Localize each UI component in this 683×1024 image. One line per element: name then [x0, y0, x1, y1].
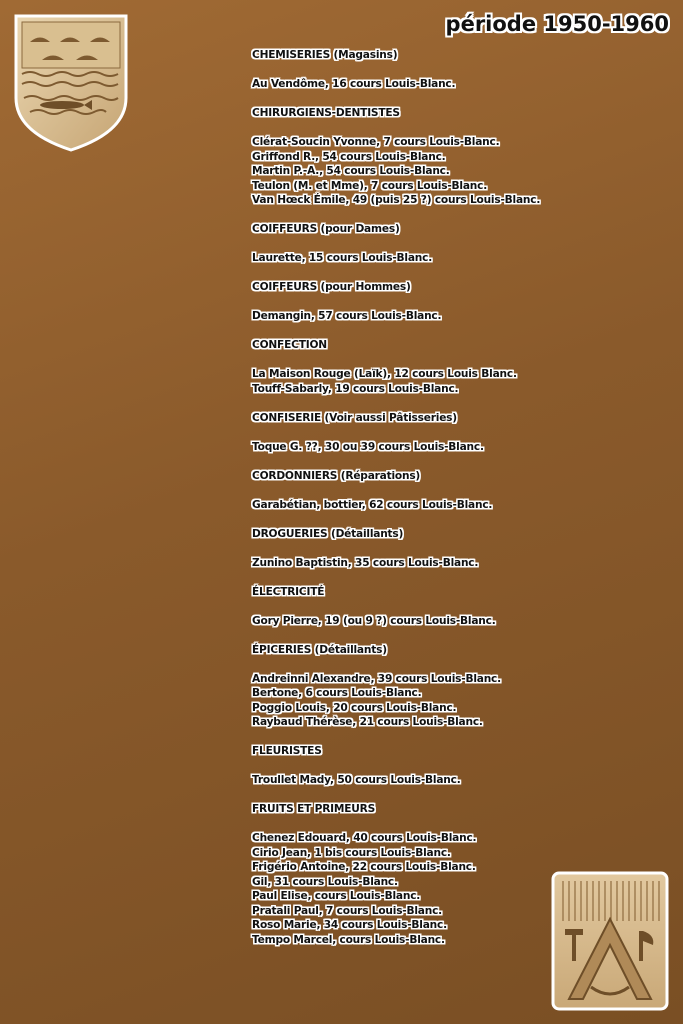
- list-item: Gil, 31 cours Louis-Blanc.: [252, 875, 398, 888]
- section-chemiseries: [252, 48, 652, 92]
- section-confection: [252, 338, 652, 396]
- list-item: Cirio Jean, 1 bis cours Louis-Blanc.: [252, 846, 451, 859]
- list-item: Troullet Mady, 50 cours Louis-Blanc.: [252, 774, 461, 786]
- list-item: Bertone, 6 cours Louis-Blanc.: [252, 687, 422, 699]
- list-item: Zunino Baptistin, 35 cours Louis-Blanc.: [252, 556, 479, 569]
- section-coiffeurs-hommes: [252, 280, 652, 324]
- list-item: Garabétian, bottier, 62 cours Louis-Blanc.: [252, 498, 493, 511]
- list-item: Toque G. ??, 30 ou 39 cours Louis-Blanc.: [252, 440, 484, 453]
- entry-list: [252, 77, 652, 92]
- entry-list: [252, 614, 652, 629]
- section-epiceries: [252, 643, 652, 730]
- section-heading: ÉLECTRICITÉ: [252, 585, 325, 598]
- business-directory: [252, 48, 652, 962]
- list-item: Poggio Louis, 20 cours Louis-Blanc.: [252, 701, 457, 714]
- list-item: Tempo Marcel, cours Louis-Blanc.: [252, 933, 445, 946]
- section-heading: COIFFEURS (pour Dames): [252, 223, 400, 235]
- list-item: Demangin, 57 cours Louis-Blanc.: [252, 310, 442, 322]
- list-item: Van Hœck Émile, 49 (puis 25 ?) cours Louis-Blanc.: [252, 194, 541, 206]
- entry-list: [252, 672, 652, 730]
- craftsman-tools-emblem-icon: [551, 871, 669, 1011]
- section-cordonniers: [252, 469, 652, 513]
- list-item: La Maison Rouge (Laïk), 12 cours Louis Blanc.: [252, 368, 517, 380]
- section-heading: FRUITS ET PRIMEURS: [252, 803, 376, 815]
- list-item: Chenez Edouard, 40 cours Louis-Blanc.: [252, 832, 477, 844]
- section-heading: CONFECTION: [252, 339, 327, 351]
- section-heading: CONFISERIE (Voir aussi Pâtisseries): [252, 411, 457, 424]
- list-item: Paul Elise, cours Louis-Blanc.: [252, 890, 421, 902]
- section-heading: CHIRURGIENS-DENTISTES: [252, 107, 400, 119]
- list-item: Raybaud Thérèse, 21 cours Louis-Blanc.: [252, 716, 483, 728]
- section-heading: CORDONNIERS (Réparations): [252, 469, 421, 482]
- entry-list: [252, 556, 652, 571]
- section-drogueries: [252, 527, 652, 571]
- section-heading: DROGUERIES (Détaillants): [252, 527, 404, 540]
- section-confiserie: [252, 411, 652, 455]
- entry-list: [252, 309, 652, 324]
- entry-list: [252, 498, 652, 513]
- list-item: Au Vendôme, 16 cours Louis-Blanc.: [252, 78, 456, 90]
- section-heading: CHEMISERIES (Magasins): [252, 49, 398, 61]
- list-item: Griffond R., 54 cours Louis-Blanc.: [252, 150, 446, 163]
- section-heading: COIFFEURS (pour Hommes): [252, 281, 411, 293]
- list-item: Touff-Sabarly, 19 cours Louis-Blanc.: [252, 382, 459, 395]
- entry-list: [252, 251, 652, 266]
- section-heading: FLEURISTES: [252, 745, 322, 757]
- list-item: Teulon (M. et Mme), 7 cours Louis-Blanc.: [252, 179, 488, 192]
- entry-list: [252, 440, 652, 455]
- section-heading: ÉPICERIES (Détaillants): [252, 643, 387, 656]
- section-coiffeurs-dames: [252, 222, 652, 266]
- entry-list: [252, 135, 652, 208]
- list-item: Frigério Antoine, 22 cours Louis-Blanc.: [252, 861, 476, 873]
- list-item: Roso Marie, 34 cours Louis-Blanc.: [252, 919, 447, 931]
- list-item: Martin P.-A., 54 cours Louis-Blanc.: [252, 165, 450, 177]
- section-fleuristes: [252, 744, 652, 788]
- list-item: Gory Pierre, 19 (ou 9 ?) cours Louis-Blanc.: [252, 614, 496, 627]
- list-item: Pratali Paul, 7 cours Louis-Blanc.: [252, 904, 442, 917]
- period-title: période 1950-1960: [445, 12, 669, 36]
- section-electricite: [252, 585, 652, 629]
- entry-list: [252, 773, 652, 788]
- coat-of-arms-shield-icon: [12, 12, 130, 154]
- list-item: Laurette, 15 cours Louis-Blanc.: [252, 252, 433, 264]
- entry-list: [252, 367, 652, 396]
- list-item: Clérat-Soucin Yvonne, 7 cours Louis-Blanc.: [252, 136, 500, 148]
- section-chirurgiens-dentistes: [252, 106, 652, 208]
- list-item: Andreinni Alexandre, 39 cours Louis-Blanc.: [252, 672, 501, 685]
